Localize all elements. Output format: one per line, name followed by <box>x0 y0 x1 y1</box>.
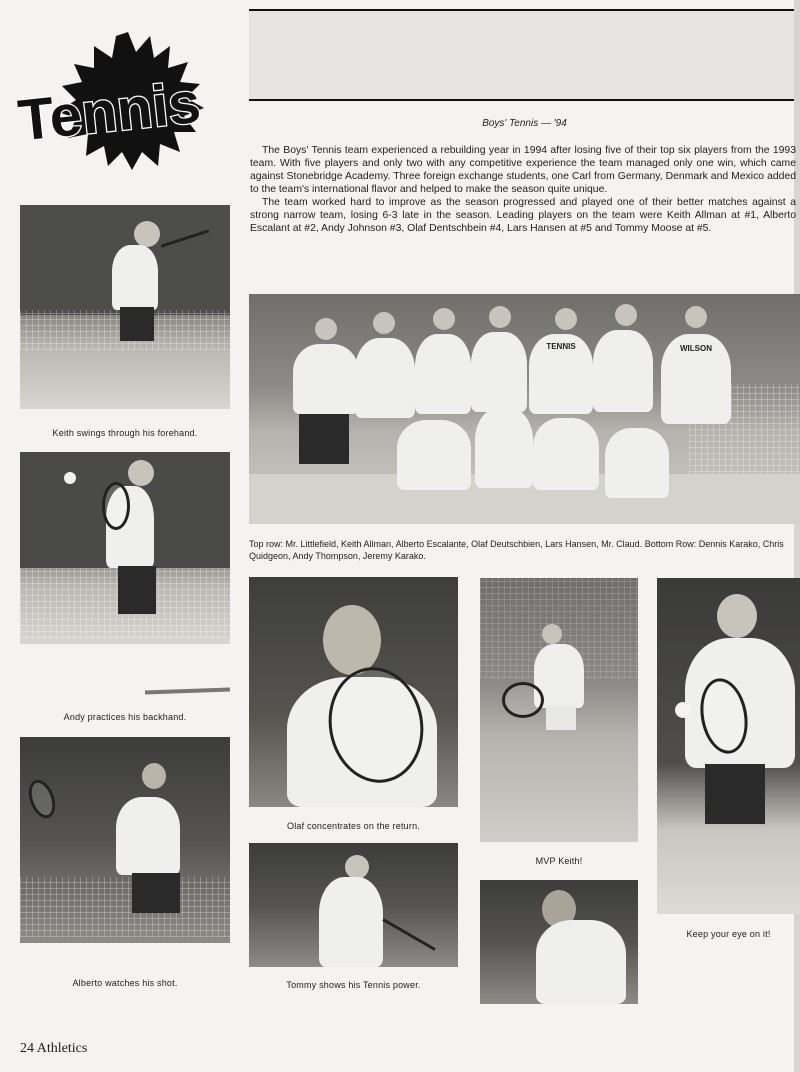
photo-olaf <box>249 577 458 807</box>
caption-andy: Andy practices his backhand. <box>63 712 187 722</box>
caption-olaf: Olaf concentrates on the return. <box>287 821 420 831</box>
photo-eye-on-it <box>657 578 800 914</box>
racket-divider <box>145 688 230 695</box>
caption-eye: Keep your eye on it! <box>686 929 771 939</box>
article-title: Boys' Tennis — '94 <box>482 118 567 129</box>
page-footer: 24 Athletics <box>20 1041 88 1056</box>
tennis-logo <box>10 30 235 170</box>
shirt-text-tennis: TENNIS <box>546 342 576 351</box>
photo-keith-closeup <box>480 880 638 1004</box>
shirt-text-wilson: WILSON <box>680 344 712 353</box>
caption-alberto: Alberto watches his shot. <box>72 978 178 988</box>
caption-tommy: Tommy shows his Tennis power. <box>286 980 421 990</box>
caption-mvp: MVP Keith! <box>535 856 583 866</box>
photo-andy-backhand <box>20 452 230 644</box>
article-body <box>250 144 796 235</box>
photo-alberto <box>20 737 230 943</box>
photo-tommy <box>249 843 458 967</box>
caption-keith: Keith swings through his forehand. <box>52 428 198 438</box>
article-paragraph-1: The Boys' Tennis team experienced a rebuilding year in 1994 after losing five of their top six players from the 1993 team. With five players and only two with any competitive experience the team managed only one win, which came against Stonebridge Academy. Three foreign exchange students, one Carl from Germany, Denmark and Mexico added to the team's international flavor and helped to make the season quite unique. <box>250 145 796 195</box>
header-rule-bottom <box>249 99 800 101</box>
caption-team: Top row: Mr. Littlefield, Keith Allman, Alberto Escalante, Olaf Deutschbien, Lars Hansen, Mr. Claud. Bottom Row: Dennis Karako, Chris Quidgeon, Andy Thompson, Jeremy Karako. <box>249 539 784 561</box>
photo-mvp-keith <box>480 578 638 842</box>
article-paragraph-2: The team worked hard to improve as the season progressed and played one of their better matches against a strong narrow team, losing 6-3 late in the season. Leading players on the team were Keith Allman at #1, Alberto Escalant at #2, Andy Johnson #3, Olaf Dentschbein #4, Lars Hansen at #5 and Tommy Moose at #5. <box>250 197 796 234</box>
logo-text: Tennis <box>15 69 204 154</box>
photo-team <box>249 294 800 524</box>
header-band <box>249 11 800 99</box>
photo-keith-forehand <box>20 205 230 409</box>
